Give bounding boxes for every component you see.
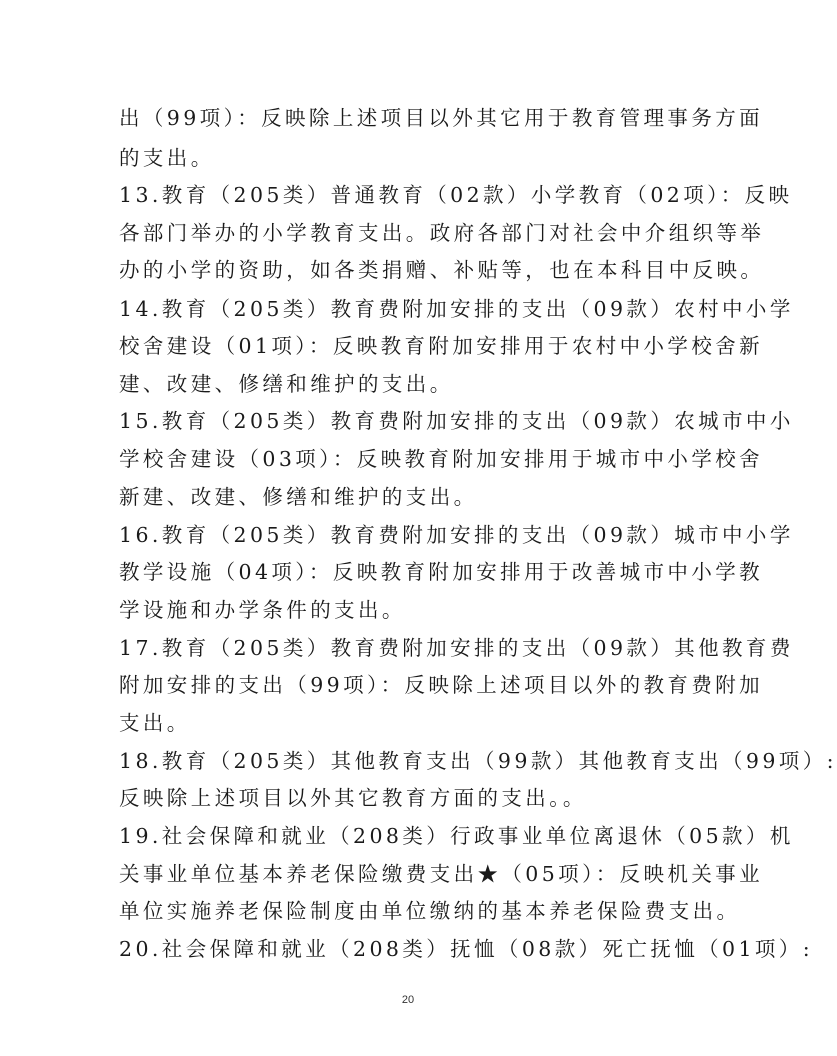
text-line: 教学设施（04项）：反映教育附加安排用于改善城市中小学教 xyxy=(119,560,764,584)
text-line: 附加安排的支出（99项）：反映除上述项目以外的教育费附加 xyxy=(119,673,764,697)
text-line: 出（99项）：反映除上述项目以外其它用于教育管理事务方面 xyxy=(119,106,764,130)
text-line: 各部门举办的小学教育支出。政府各部门对社会中介组织等举 xyxy=(119,221,765,245)
text-line: 17.教育（205类）教育费附加安排的支出（09款）其他教育费 xyxy=(119,636,794,660)
text-line: 14.教育（205类）教育费附加安排的支出（09款）农村中小学 xyxy=(119,297,794,321)
text-line: 新建、改建、修缮和维护的支出。 xyxy=(119,485,478,509)
text-line: 单位实施养老保险制度由单位缴纳的基本养老保险费支出。 xyxy=(119,899,741,923)
text-line: 办的小学的资助，如各类捐赠、补贴等，也在本科目中反映。 xyxy=(119,258,765,282)
text-line: 13.教育（205类）普通教育（02款）小学教育（02项）：反映 xyxy=(119,183,793,207)
text-line: 19.社会保障和就业（208类）行政事业单位离退休（05款）机 xyxy=(119,824,794,848)
text-line: 关事业单位基本养老保险缴费支出★（05项）：反映机关事业 xyxy=(119,862,764,886)
text-line: 反映除上述项目以外其它教育方面的支出。。 xyxy=(119,786,587,810)
text-line: 15.教育（205类）教育费附加安排的支出（09款）农城市中小 xyxy=(119,409,794,433)
text-line: 16.教育（205类）教育费附加安排的支出（09款）城市中小学 xyxy=(119,523,794,547)
text-line: 的支出。 xyxy=(119,146,215,170)
text-line: 学设施和办学条件的支出。 xyxy=(119,598,406,622)
page-number: 20 xyxy=(401,994,415,1006)
text-line: 校舍建设（01项）：反映教育附加安排用于农村中小学校舍新 xyxy=(119,334,764,358)
text-line: 支出。 xyxy=(119,711,191,735)
text-line: 20.社会保障和就业（208类）抚恤（08款）死亡抚恤（01项）: xyxy=(119,937,814,961)
text-line: 建、改建、修缮和维护的支出。 xyxy=(119,372,454,396)
text-line: 学校舍建设（03项）：反映教育附加安排用于城市中小学校舍 xyxy=(119,447,764,471)
text-line: 18.教育（205类）其他教育支出（99款）其他教育支出（99项）: xyxy=(119,749,837,773)
